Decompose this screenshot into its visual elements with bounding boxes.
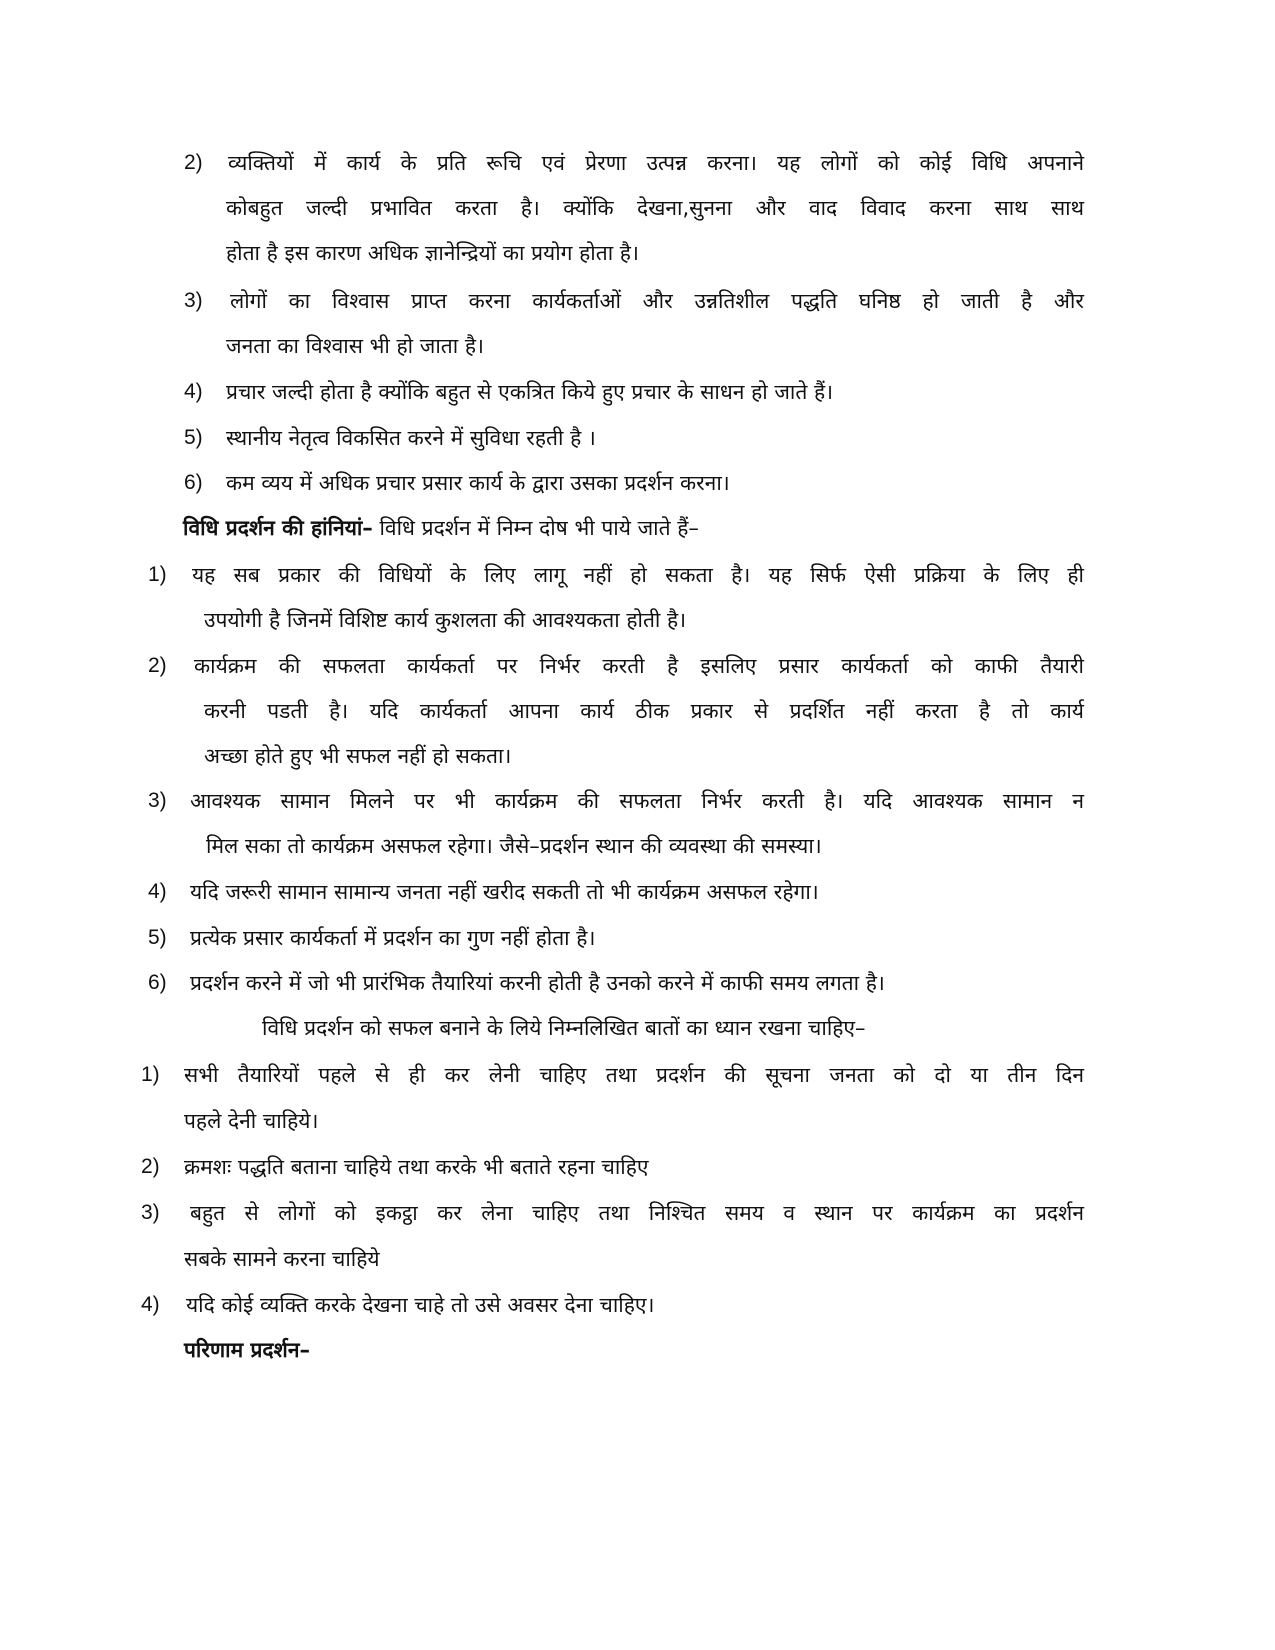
list-number: 5) bbox=[148, 926, 167, 949]
list-number: 3) bbox=[141, 1201, 160, 1224]
list-item-line: पहले देनी चाहिये। bbox=[184, 1109, 319, 1133]
list-number: 3) bbox=[184, 289, 203, 312]
section-heading-bold: विधि प्रदर्शन की हांनियां– bbox=[183, 516, 373, 540]
list-item-line: लोगों का विश्वास प्राप्त करना कार्यकर्ताओं और उन्नतिशील पद्धति घनिष्ठ हो जाती है और bbox=[230, 289, 1084, 313]
list-item-line: जनता का विश्वास भी हो जाता है। bbox=[226, 334, 484, 358]
list-item-line: प्रत्येक प्रसार कार्यकर्ता में प्रदर्शन का गुण नहीं होता है। bbox=[190, 926, 596, 950]
list-item-line: उपयोगी है जिनमें विशिष्ट कार्य कुशलता की आवश्यकता होती है। bbox=[204, 608, 687, 632]
list-item-line: क्रमशः पद्धति बताना चाहिये तथा करके भी बताते रहना चाहिए bbox=[184, 1155, 649, 1179]
list-number: 5) bbox=[184, 426, 203, 449]
list-item-line: मिल सका तो कार्यक्रम असफल रहेगा। जैसे–प्रदर्शन स्थान की व्यवस्था की समस्या। bbox=[206, 834, 822, 858]
list-number: 4) bbox=[184, 380, 203, 403]
list-item-line: प्रदर्शन करने में जो भी प्रारंभिक तैयारियां करनी होती है उनको करने में काफी समय लगता है। bbox=[190, 971, 885, 995]
list-item-line: करनी पडती है। यदि कार्यकर्ता आपना कार्य ठीक प्रकार से प्रदर्शित नहीं करता है तो कार्य bbox=[204, 699, 1084, 723]
list-number: 2) bbox=[148, 654, 167, 677]
list-item-line: अच्छा होते हुए भी सफल नहीं हो सकता। bbox=[204, 744, 512, 768]
section-intro: विधि प्रदर्शन को सफल बनाने के लिये निम्नलिखित बातों का ध्यान रखना चाहिए– bbox=[262, 1016, 866, 1040]
list-item-line: होता है इस कारण अधिक ज्ञानेन्द्रियों का प्रयोग होता है। bbox=[226, 241, 639, 265]
list-item-line: स्थानीय नेतृत्व विकसित करने में सुविधा रहती है । bbox=[226, 426, 596, 450]
list-number: 2) bbox=[184, 151, 203, 174]
list-item-line: सबके सामने करना चाहिये bbox=[184, 1247, 380, 1271]
list-number: 6) bbox=[184, 471, 203, 494]
list-number: 1) bbox=[148, 563, 167, 586]
list-item-line: कम व्यय में अधिक प्रचार प्रसार कार्य के द्वारा उसका प्रदर्शन करना। bbox=[226, 471, 730, 495]
list-item-line: बहुत से लोगों को इकट्ठा कर लेना चाहिए तथा निश्चित समय व स्थान पर कार्यक्रम का प्रदर्शन bbox=[190, 1201, 1084, 1225]
list-item-line: कार्यक्रम की सफलता कार्यकर्ता पर निर्भर करती है इसलिए प्रसार कार्यकर्ता को काफी तैयारी bbox=[194, 654, 1084, 678]
list-item-line: यदि जरूरी सामान सामान्य जनता नहीं खरीद सकती तो भी कार्यक्रम असफल रहेगा। bbox=[190, 880, 819, 904]
list-item-line: यह सब प्रकार की विधियों के लिए लागू नहीं हो सकता है। यह सिर्फ ऐसी प्रक्रिया के लिए ही bbox=[192, 563, 1084, 587]
list-item-line: सभी तैयारियों पहले से ही कर लेनी चाहिए तथा प्रदर्शन की सूचना जनता को दो या तीन दिन bbox=[184, 1063, 1084, 1087]
list-number: 6) bbox=[148, 971, 167, 994]
list-number: 3) bbox=[148, 789, 167, 812]
list-item-line: आवश्यक सामान मिलने पर भी कार्यक्रम की सफलता निर्भर करती है। यदि आवश्यक सामान न bbox=[190, 789, 1084, 813]
list-item-line: व्यक्तियों में कार्य के प्रति रूचि एवं प्रेरणा उत्पन्न करना। यह लोगों को कोई विधि अपनाने bbox=[228, 151, 1084, 175]
list-number: 2) bbox=[141, 1155, 160, 1178]
list-number: 4) bbox=[141, 1293, 160, 1316]
list-item-line: कोबहुत जल्दी प्रभावित करता है। क्योंकि देखना,सुनना और वाद विवाद करना साथ साथ bbox=[226, 196, 1084, 220]
list-number: 1) bbox=[141, 1063, 160, 1086]
section-heading: परिणाम प्रदर्शन– bbox=[184, 1338, 310, 1362]
list-number: 4) bbox=[148, 880, 167, 903]
list-item-line: यदि कोई व्यक्ति करके देखना चाहे तो उसे अवसर देना चाहिए। bbox=[186, 1293, 655, 1317]
list-item-line: प्रचार जल्दी होता है क्योंकि बहुत से एकत्रित किये हुए प्रचार के साधन हो जाते हैं। bbox=[226, 380, 834, 404]
section-heading-text: विधि प्रदर्शन में निम्न दोष भी पाये जाते हैं– bbox=[372, 516, 699, 540]
section-heading bbox=[183, 513, 699, 543]
